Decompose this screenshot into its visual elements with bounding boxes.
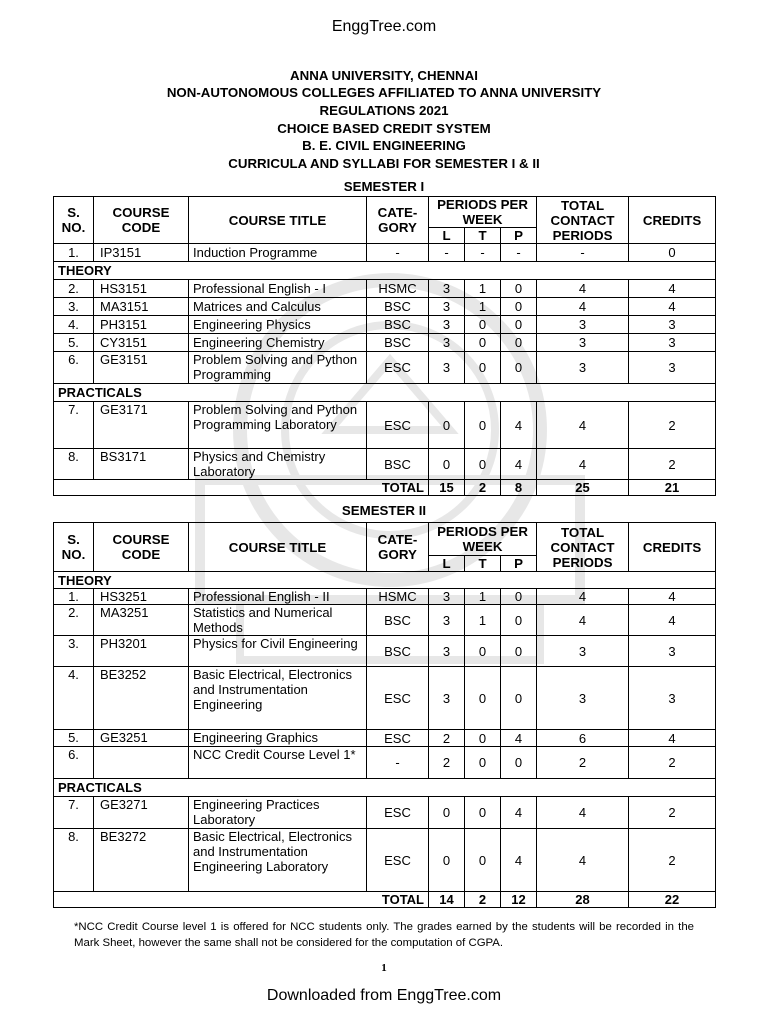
header-category: CATE-GORY	[367, 523, 429, 572]
course-l: 3	[429, 352, 465, 384]
course-t: 0	[465, 797, 501, 829]
total-label: TOTAL	[367, 892, 429, 908]
course-code	[94, 747, 189, 779]
course-t: 1	[465, 605, 501, 636]
course-l: 2	[429, 747, 465, 779]
course-code: IP3151	[94, 244, 189, 262]
course-l: 3	[429, 589, 465, 605]
course-p: 0	[501, 747, 537, 779]
header-course-code: COURSE CODE	[94, 523, 189, 572]
course-p: 0	[501, 316, 537, 334]
course-sno: 8.	[54, 449, 94, 480]
course-p: 4	[501, 449, 537, 480]
course-row	[54, 352, 716, 384]
header-category: CATE-GORY	[367, 197, 429, 244]
course-category: BSC	[367, 334, 429, 352]
header-line: B. E. CIVIL ENGINEERING	[302, 138, 466, 153]
course-row	[54, 589, 716, 605]
course-l: 3	[429, 280, 465, 298]
course-credits: 3	[629, 352, 716, 384]
course-l: 0	[429, 449, 465, 480]
course-t: 0	[465, 449, 501, 480]
course-credits: 2	[629, 449, 716, 480]
course-row	[54, 244, 716, 262]
course-row	[54, 636, 716, 667]
course-p: 0	[501, 589, 537, 605]
course-sno: 6.	[54, 352, 94, 384]
course-credits: 2	[629, 402, 716, 449]
course-sno: 4.	[54, 316, 94, 334]
course-p: 0	[501, 667, 537, 730]
course-p: 0	[501, 605, 537, 636]
course-category: BSC	[367, 449, 429, 480]
course-title: Basic Electrical, Electronics and Instrumentation Engineering Laboratory	[189, 829, 367, 892]
course-row	[54, 605, 716, 636]
header-t: T	[465, 228, 501, 244]
header-contact-periods: TOTAL CONTACT PERIODS	[537, 523, 629, 572]
course-l: 3	[429, 667, 465, 730]
course-t: 0	[465, 334, 501, 352]
course-contact: 4	[537, 605, 629, 636]
course-sno: 8.	[54, 829, 94, 892]
section-label: THEORY	[54, 262, 716, 280]
course-l: -	[429, 244, 465, 262]
course-l: 3	[429, 636, 465, 667]
course-credits: 3	[629, 316, 716, 334]
section-row	[54, 572, 716, 589]
total-p: 8	[501, 480, 537, 496]
course-row	[54, 280, 716, 298]
course-credits: 0	[629, 244, 716, 262]
course-title: Induction Programme	[189, 244, 367, 262]
course-sno: 7.	[54, 797, 94, 829]
semester-1-table	[53, 196, 716, 496]
course-title: Engineering Practices Laboratory	[189, 797, 367, 829]
header-sno: S. NO.	[54, 523, 94, 572]
course-contact: 3	[537, 334, 629, 352]
course-title: Engineering Graphics	[189, 730, 367, 747]
header-line: CHOICE BASED CREDIT SYSTEM	[277, 121, 491, 136]
course-t: 1	[465, 298, 501, 316]
course-l: 3	[429, 316, 465, 334]
course-row	[54, 402, 716, 449]
header-l: L	[429, 556, 465, 572]
course-credits: 3	[629, 636, 716, 667]
course-title: Professional English - I	[189, 280, 367, 298]
header-course-title: COURSE TITLE	[189, 523, 367, 572]
course-t: 1	[465, 589, 501, 605]
total-row	[54, 892, 716, 908]
total-t: 2	[465, 892, 501, 908]
course-title: Problem Solving and Python Programming	[189, 352, 367, 384]
course-code: HS3151	[94, 280, 189, 298]
page-number: 1	[381, 962, 387, 974]
course-sno: 5.	[54, 730, 94, 747]
course-contact: 4	[537, 797, 629, 829]
course-category: BSC	[367, 298, 429, 316]
header-line: ANNA UNIVERSITY, CHENNAI	[290, 68, 478, 83]
header-periods: PERIODS PER WEEK	[429, 523, 537, 556]
course-row	[54, 667, 716, 730]
course-credits: 4	[629, 589, 716, 605]
course-p: 0	[501, 334, 537, 352]
course-credits: 2	[629, 747, 716, 779]
course-p: -	[501, 244, 537, 262]
course-contact: 3	[537, 316, 629, 334]
course-row	[54, 730, 716, 747]
course-t: 0	[465, 730, 501, 747]
course-t: 0	[465, 667, 501, 730]
course-sno: 7.	[54, 402, 94, 449]
course-t: 0	[465, 747, 501, 779]
site-footer[interactable]: Downloaded from EnggTree.com	[266, 987, 502, 1004]
total-blank	[54, 892, 367, 908]
course-l: 3	[429, 298, 465, 316]
course-credits: 4	[629, 298, 716, 316]
semester-2-title: SEMESTER II	[341, 503, 427, 518]
course-l: 0	[429, 829, 465, 892]
header-line: REGULATIONS 2021	[319, 103, 449, 118]
header-periods: PERIODS PER WEEK	[429, 197, 537, 228]
total-t: 2	[465, 480, 501, 496]
course-code: PH3201	[94, 636, 189, 667]
header-p: P	[501, 556, 537, 572]
course-contact: 3	[537, 352, 629, 384]
course-p: 0	[501, 298, 537, 316]
course-category: HSMC	[367, 280, 429, 298]
header-credits: CREDITS	[629, 197, 716, 244]
section-label: THEORY	[54, 572, 716, 589]
course-sno: 4.	[54, 667, 94, 730]
course-credits: 4	[629, 605, 716, 636]
course-p: 0	[501, 352, 537, 384]
course-category: ESC	[367, 402, 429, 449]
course-sno: 1.	[54, 244, 94, 262]
course-code: PH3151	[94, 316, 189, 334]
course-code: GE3171	[94, 402, 189, 449]
course-p: 4	[501, 730, 537, 747]
course-title: NCC Credit Course Level 1*	[189, 747, 367, 779]
course-code: MA3251	[94, 605, 189, 636]
course-p: 4	[501, 797, 537, 829]
course-l: 0	[429, 797, 465, 829]
course-contact: 6	[537, 730, 629, 747]
total-l: 15	[429, 480, 465, 496]
course-title: Basic Electrical, Electronics and Instrumentation Engineering	[189, 667, 367, 730]
course-p: 4	[501, 829, 537, 892]
total-p: 12	[501, 892, 537, 908]
course-category: BSC	[367, 636, 429, 667]
course-contact: 3	[537, 636, 629, 667]
total-contact: 25	[537, 480, 629, 496]
header-contact-periods: TOTAL CONTACT PERIODS	[537, 197, 629, 244]
course-category: ESC	[367, 797, 429, 829]
course-p: 0	[501, 636, 537, 667]
course-sno: 1.	[54, 589, 94, 605]
total-credits: 22	[629, 892, 716, 908]
course-code: HS3251	[94, 589, 189, 605]
header-l: L	[429, 228, 465, 244]
course-title: Engineering Physics	[189, 316, 367, 334]
section-row	[54, 262, 716, 280]
course-contact: 4	[537, 280, 629, 298]
course-row	[54, 449, 716, 480]
course-credits: 3	[629, 667, 716, 730]
course-sno: 6.	[54, 747, 94, 779]
course-category: ESC	[367, 667, 429, 730]
course-row	[54, 334, 716, 352]
course-contact: -	[537, 244, 629, 262]
header-row	[54, 523, 716, 556]
course-t: 1	[465, 280, 501, 298]
course-credits: 3	[629, 334, 716, 352]
course-l: 0	[429, 402, 465, 449]
course-title: Physics for Civil Engineering	[189, 636, 367, 667]
course-contact: 4	[537, 829, 629, 892]
course-category: ESC	[367, 829, 429, 892]
course-credits: 4	[629, 730, 716, 747]
course-l: 2	[429, 730, 465, 747]
course-p: 4	[501, 402, 537, 449]
course-row	[54, 829, 716, 892]
course-title: Matrices and Calculus	[189, 298, 367, 316]
site-header[interactable]: EnggTree.com	[331, 18, 437, 35]
course-code: CY3151	[94, 334, 189, 352]
section-row	[54, 779, 716, 797]
course-t: 0	[465, 829, 501, 892]
course-title: Statistics and Numerical Methods	[189, 605, 367, 636]
course-credits: 2	[629, 797, 716, 829]
course-contact: 4	[537, 298, 629, 316]
course-row	[54, 797, 716, 829]
course-l: 3	[429, 605, 465, 636]
ncc-footnote: *NCC Credit Course level 1 is offered for NCC students only. The grades earned by the students will be recorded in the Mark Sheet, however the same shall not be considered for the computation of CGPA.	[74, 921, 694, 949]
course-credits: 4	[629, 280, 716, 298]
course-code: GE3271	[94, 797, 189, 829]
course-sno: 2.	[54, 605, 94, 636]
course-contact: 2	[537, 747, 629, 779]
course-title: Physics and Chemistry Laboratory	[189, 449, 367, 480]
course-category: -	[367, 244, 429, 262]
course-category: ESC	[367, 730, 429, 747]
header-credits: CREDITS	[629, 523, 716, 572]
course-contact: 4	[537, 449, 629, 480]
course-sno: 5.	[54, 334, 94, 352]
course-t: -	[465, 244, 501, 262]
course-credits: 2	[629, 829, 716, 892]
course-t: 0	[465, 636, 501, 667]
section-row	[54, 384, 716, 402]
course-contact: 4	[537, 589, 629, 605]
course-code: GE3151	[94, 352, 189, 384]
course-sno: 3.	[54, 298, 94, 316]
course-title: Professional English - II	[189, 589, 367, 605]
total-credits: 21	[629, 480, 716, 496]
course-sno: 2.	[54, 280, 94, 298]
header-line: CURRICULA AND SYLLABI FOR SEMESTER I & II	[228, 156, 540, 171]
course-category: BSC	[367, 605, 429, 636]
header-row	[54, 197, 716, 228]
header-sno: S. NO.	[54, 197, 94, 244]
course-title: Engineering Chemistry	[189, 334, 367, 352]
course-code: BE3252	[94, 667, 189, 730]
course-category: BSC	[367, 316, 429, 334]
total-blank	[54, 480, 367, 496]
course-row	[54, 298, 716, 316]
semester-1-title: SEMESTER I	[343, 179, 425, 194]
course-title: Problem Solving and Python Programming Laboratory	[189, 402, 367, 449]
course-t: 0	[465, 352, 501, 384]
course-category: ESC	[367, 352, 429, 384]
course-l: 3	[429, 334, 465, 352]
header-course-title: COURSE TITLE	[189, 197, 367, 244]
header-line: NON-AUTONOMOUS COLLEGES AFFILIATED TO ANNA UNIVERSITY	[166, 85, 602, 100]
semester-2-table	[53, 522, 716, 908]
header-t: T	[465, 556, 501, 572]
course-t: 0	[465, 316, 501, 334]
section-label: PRACTICALS	[54, 779, 716, 797]
course-row	[54, 747, 716, 779]
course-category: -	[367, 747, 429, 779]
course-code: GE3251	[94, 730, 189, 747]
total-l: 14	[429, 892, 465, 908]
header-course-code: COURSE CODE	[94, 197, 189, 244]
course-t: 0	[465, 402, 501, 449]
course-category: HSMC	[367, 589, 429, 605]
total-row	[54, 480, 716, 496]
total-label: TOTAL	[367, 480, 429, 496]
course-row	[54, 316, 716, 334]
course-code: MA3151	[94, 298, 189, 316]
course-code: BE3272	[94, 829, 189, 892]
total-contact: 28	[537, 892, 629, 908]
course-code: BS3171	[94, 449, 189, 480]
section-label: PRACTICALS	[54, 384, 716, 402]
course-contact: 4	[537, 402, 629, 449]
course-p: 0	[501, 280, 537, 298]
course-sno: 3.	[54, 636, 94, 667]
header-p: P	[501, 228, 537, 244]
course-contact: 3	[537, 667, 629, 730]
